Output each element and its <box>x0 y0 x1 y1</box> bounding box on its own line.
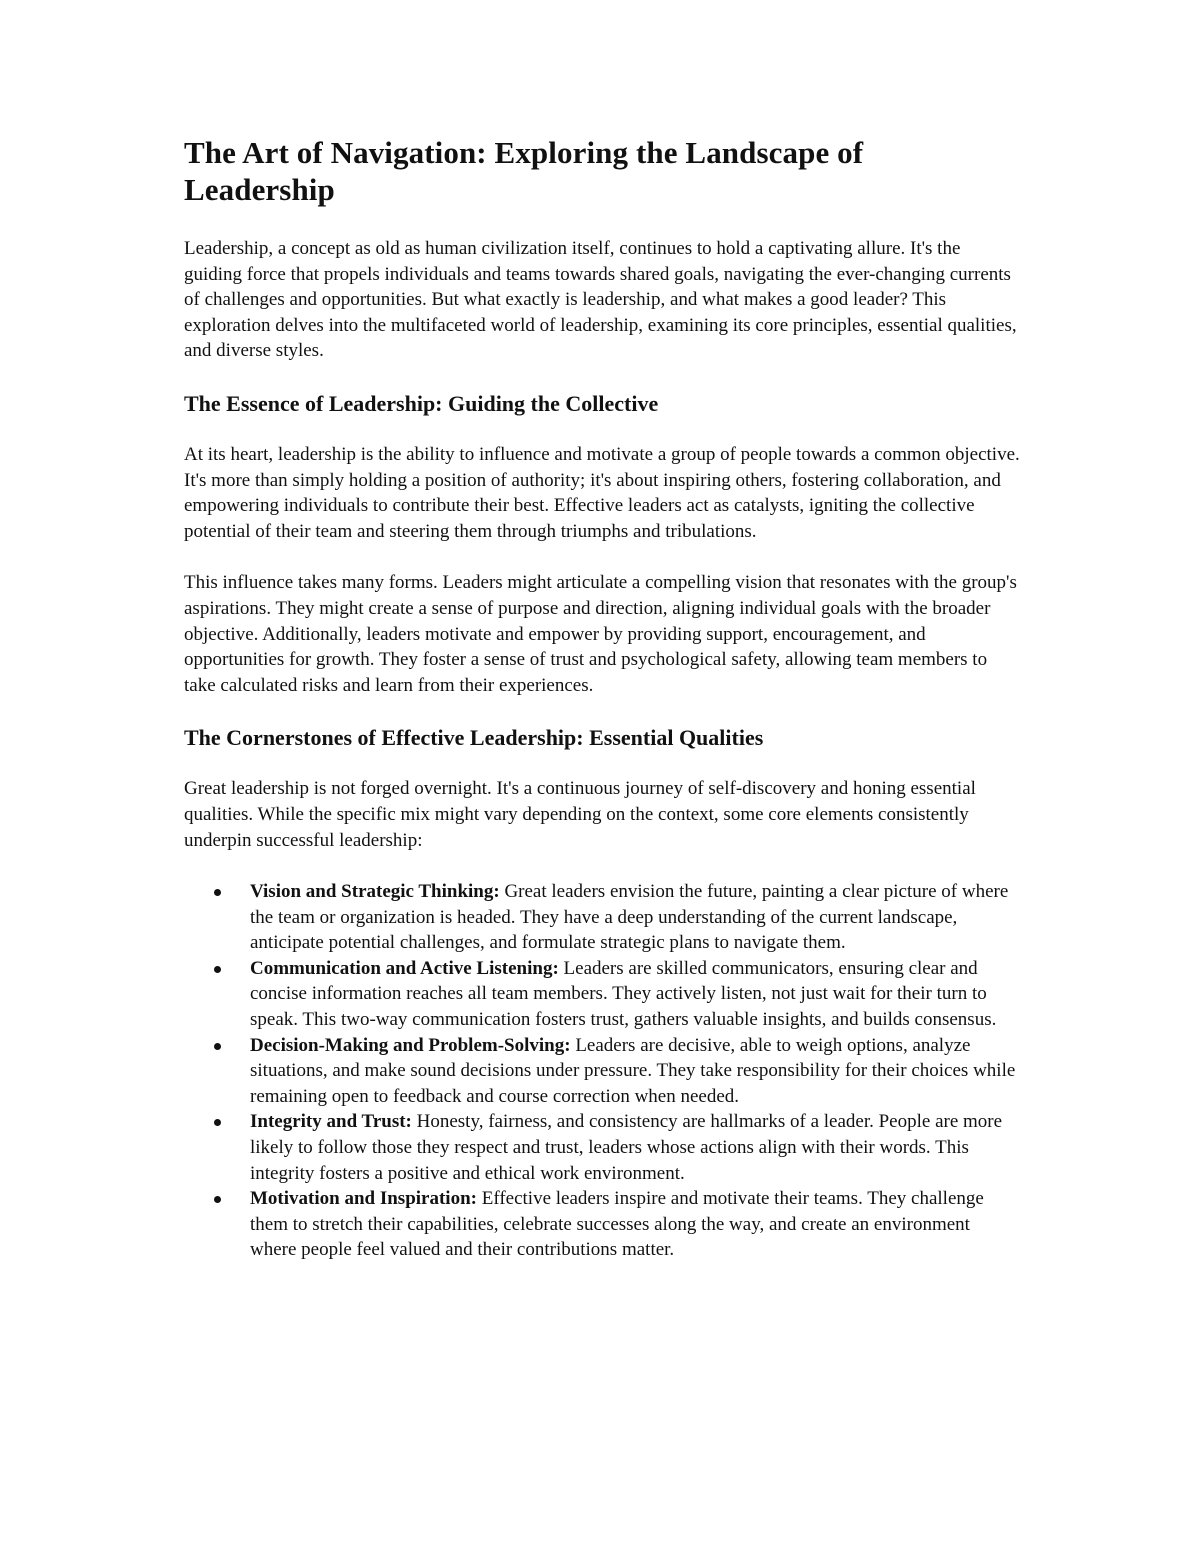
bullet-icon <box>214 889 221 896</box>
bullet-icon <box>214 1119 221 1126</box>
list-item-term: Vision and Strategic Thinking: <box>250 881 500 903</box>
list-item-text: Honesty, fairness, and consistency are hallmarks of a leader. People are more likely to follow those they respect and trust, leaders whose actions align with their words. This integrity fosters a positive and ethical work environment. <box>250 1111 1003 1184</box>
intro-paragraph: Leadership, a concept as old as human civilization itself, continues to hold a captivating allure. It's the guiding force that propels individuals and teams towards shared goals, navigating the ever-changing currents of challenges and opportunities. But what exactly is leadership, and what makes a good leader? This exploration delves into the multifaceted world of leadership, examining its core principles, essential qualities, and diverse styles. <box>184 238 1017 362</box>
list-item-text: Leaders are decisive, able to weigh options, analyze situations, and make sound decisions under pressure. They take responsibility for their choices while remaining open to feedback and course correction when needed. <box>250 1034 1016 1107</box>
list-item-term: Motivation and Inspiration: <box>250 1188 477 1210</box>
list-item <box>184 879 1020 956</box>
bullet-icon <box>214 1043 221 1050</box>
list-item-text: Effective leaders inspire and motivate their teams. They challenge them to stretch their capabilities, celebrate successes along the way, and create an environment where people feel valued and their contributions matter. <box>250 1188 984 1261</box>
list-item-term: Communication and Active Listening: <box>250 957 559 979</box>
cornerstones-paragraph-1: Great leadership is not forged overnight. It's a continuous journey of self-discovery and honing essential qualities. While the specific mix might vary depending on the context, some core elements consistently underpin successful leadership: <box>184 778 976 851</box>
section-heading-cornerstones: The Cornerstones of Effective Leadership: Essential Qualities <box>184 725 764 751</box>
list-item <box>184 1186 1020 1263</box>
list-item-term: Integrity and Trust: <box>250 1111 412 1133</box>
list-item <box>184 1033 1020 1110</box>
list-item <box>184 1109 1020 1186</box>
list-item-term: Decision-Making and Problem-Solving: <box>250 1034 571 1056</box>
document-title: The Art of Navigation: Exploring the Landscape of Leadership <box>184 135 864 207</box>
section-heading-essence: The Essence of Leadership: Guiding the Collective <box>184 390 659 416</box>
bullet-icon <box>214 1196 221 1203</box>
list-item-text: Great leaders envision the future, painting a clear picture of where the team or organization is headed. They have a deep understanding of the current landscape, anticipate potential challenges, and formulate strategic plans to navigate them. <box>250 881 1009 954</box>
bullet-icon <box>214 966 221 973</box>
list-item <box>184 956 1020 1033</box>
list-item-text: Leaders are skilled communicators, ensuring clear and concise information reaches all team members. They actively listen, not just wait for their turn to speak. This two-way communication fosters trust, gathers valuable insights, and builds consensus. <box>250 957 997 1031</box>
qualities-list <box>184 879 1020 1263</box>
document-page <box>184 134 1020 1263</box>
essence-paragraph-2: This influence takes many forms. Leaders might articulate a compelling vision that resonates with the group's aspirations. They might create a sense of purpose and direction, aligning individual goals with the broader objective. Additionally, leaders motivate and empower by providing support, encouragement, and opportunities for growth. They foster a sense of trust and psychological safety, allowing team members to take calculated risks and learn from their experiences. <box>184 572 1017 696</box>
essence-paragraph-1: At its heart, leadership is the ability to influence and motivate a group of people towards a common objective. It's more than simply holding a position of authority; it's about inspiring others, fostering collaboration, and empowering individuals to contribute their best. Effective leaders act as catalysts, igniting the collective potential of their team and steering them through triumphs and tribulations. <box>184 443 1020 542</box>
